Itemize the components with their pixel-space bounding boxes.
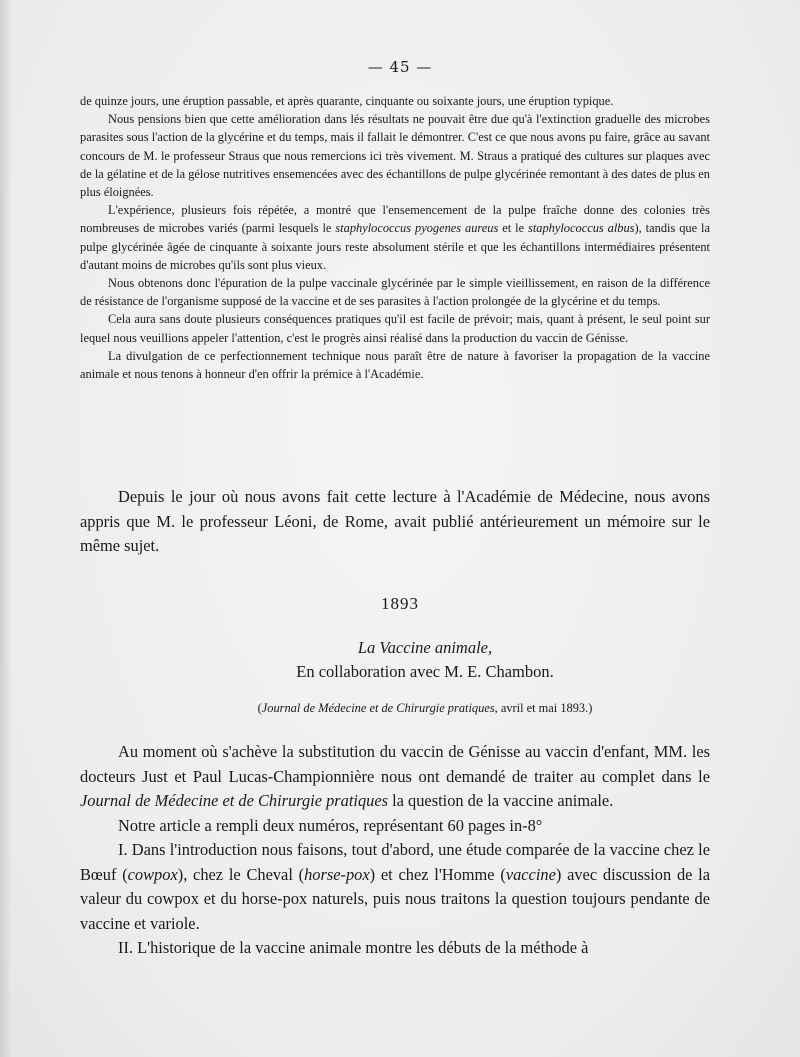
section-title: La Vaccine animale, bbox=[357, 638, 493, 657]
page-edge-shadow bbox=[0, 0, 12, 1057]
page-number: — 45 — bbox=[367, 58, 433, 76]
large-text-block-2 bbox=[80, 740, 710, 961]
paragraph-substitution bbox=[80, 740, 710, 814]
paragraph-introduction bbox=[80, 838, 710, 936]
term-vaccine: vaccine bbox=[505, 864, 556, 884]
paragraph-divulgation: La divulgation de ce perfectionnement technique nous paraît être de nature à favoriser la propagation de la vaccine animale et nous tenons à honneur d'en offrir la prémice à l'Académie. bbox=[80, 348, 710, 382]
paragraph-article: Notre article a rempli deux numéros, représentant 60 pages in-8° bbox=[118, 815, 543, 835]
paragraph-epuration: Nous obtenons donc l'épuration de la pulpe vaccinale glycérinée par le simple vieillissement, en raison de la différence de résistance de l'organisme supposé de la vaccine et de ses parasites à l'action prolongée de la glycérine et du temps. bbox=[80, 276, 710, 309]
text-span: ), tandis que la pulpe glycérinée âgée de cinquante à soixante jours reste absolument stérile et que les échantillons intermédiaires présentent d'autant moins de microbes qu'ils sont plus vieux. bbox=[80, 221, 710, 272]
paragraph-leoni: Depuis le jour où nous avons fait cette lecture à l'Académie de Médecine, nous avons appris que M. le professeur Léoni, de Rome, avait publié antérieurement un mémoire sur le même sujet. bbox=[80, 487, 710, 555]
text-span: ) avec discussion de la valeur du cowpox et du horse-pox naturels, puis nous traitons la question toujours pendante de vaccine et variole. bbox=[80, 864, 711, 933]
citation-open: ( bbox=[257, 701, 262, 715]
paragraph-straus: Nous pensions bien que cette amélioration dans lés résultats ne pouvait être due qu'à l'extinction graduelle des microbes parasites sous l'action de la glycérine et du temps, mais il fallait le démontrer. C'est ce que nous avons pu faire, grâce au savant concours de M. le professeur Straus que nous remercions ici très vivement. M. Straus a pratiqué des cultures sur plaques avec de la gélatine et de la gélose nutritives ensemencées avec des échantillons de pulpe glycérinée remontant à des dates de plus en plus éloignées. bbox=[80, 112, 710, 200]
text-span: L'expérience, plusieurs fois répétée, a montré que l'ensemencement de la pulpe fraîche donne des colonies très nombreuses de microbes variés (parmi lesquels le bbox=[80, 203, 710, 236]
term-cowpox: cowpox bbox=[127, 864, 178, 884]
term-horsepox: horse-pox bbox=[304, 864, 370, 884]
paragraph-experience bbox=[80, 201, 710, 274]
section-subtitle: En collaboration avec M. E. Chambon. bbox=[296, 662, 554, 681]
large-text-block-1 bbox=[80, 485, 710, 559]
species-name: staphylococcus albus bbox=[528, 221, 635, 236]
small-text-block bbox=[80, 92, 710, 383]
text-span: la question de la vaccine animale. bbox=[388, 791, 614, 810]
section-year: 1893 bbox=[381, 594, 419, 613]
paragraph-continuation: de quinze jours, une éruption passable, et après quarante, cinquante ou soixante jours, une éruption typique. bbox=[80, 94, 614, 108]
text-span: ), chez le Cheval ( bbox=[177, 864, 305, 884]
text-span: et le bbox=[498, 221, 529, 236]
citation-rest: , avril et mai 1893.) bbox=[494, 701, 593, 715]
species-name: staphylococcus pyogenes aureus bbox=[335, 221, 499, 236]
text-span: Au moment où s'achève la substitution du vaccin de Génisse au vaccin d'enfant, MM. les docteurs Just et Paul Lucas-Championnière nous ont demandé de traiter au complet dans le bbox=[80, 742, 710, 786]
section-citation bbox=[0, 701, 800, 716]
journal-name: Journal de Médecine et de Chirurgie pratiques bbox=[80, 791, 389, 810]
paragraph-historique: II. L'historique de la vaccine animale montre les débuts de la méthode à bbox=[118, 938, 589, 957]
text-span: ) et chez l'Homme ( bbox=[369, 864, 506, 884]
citation-journal: Journal de Médecine et de Chirurgie pratiques bbox=[261, 701, 495, 715]
paragraph-consequences: Cela aura sans doute plusieurs conséquences pratiques qu'il est facile de prévoir; mais, quant à présent, le seul point sur lequel nous veuillions appeler l'attention, c'est le progrès ainsi réalisé dans la production du vaccin de Génisse. bbox=[80, 312, 710, 345]
text-span: I. Dans l'introduction nous faisons, tout d'abord, une étude comparée de la vaccine chez le Bœuf ( bbox=[80, 840, 710, 884]
